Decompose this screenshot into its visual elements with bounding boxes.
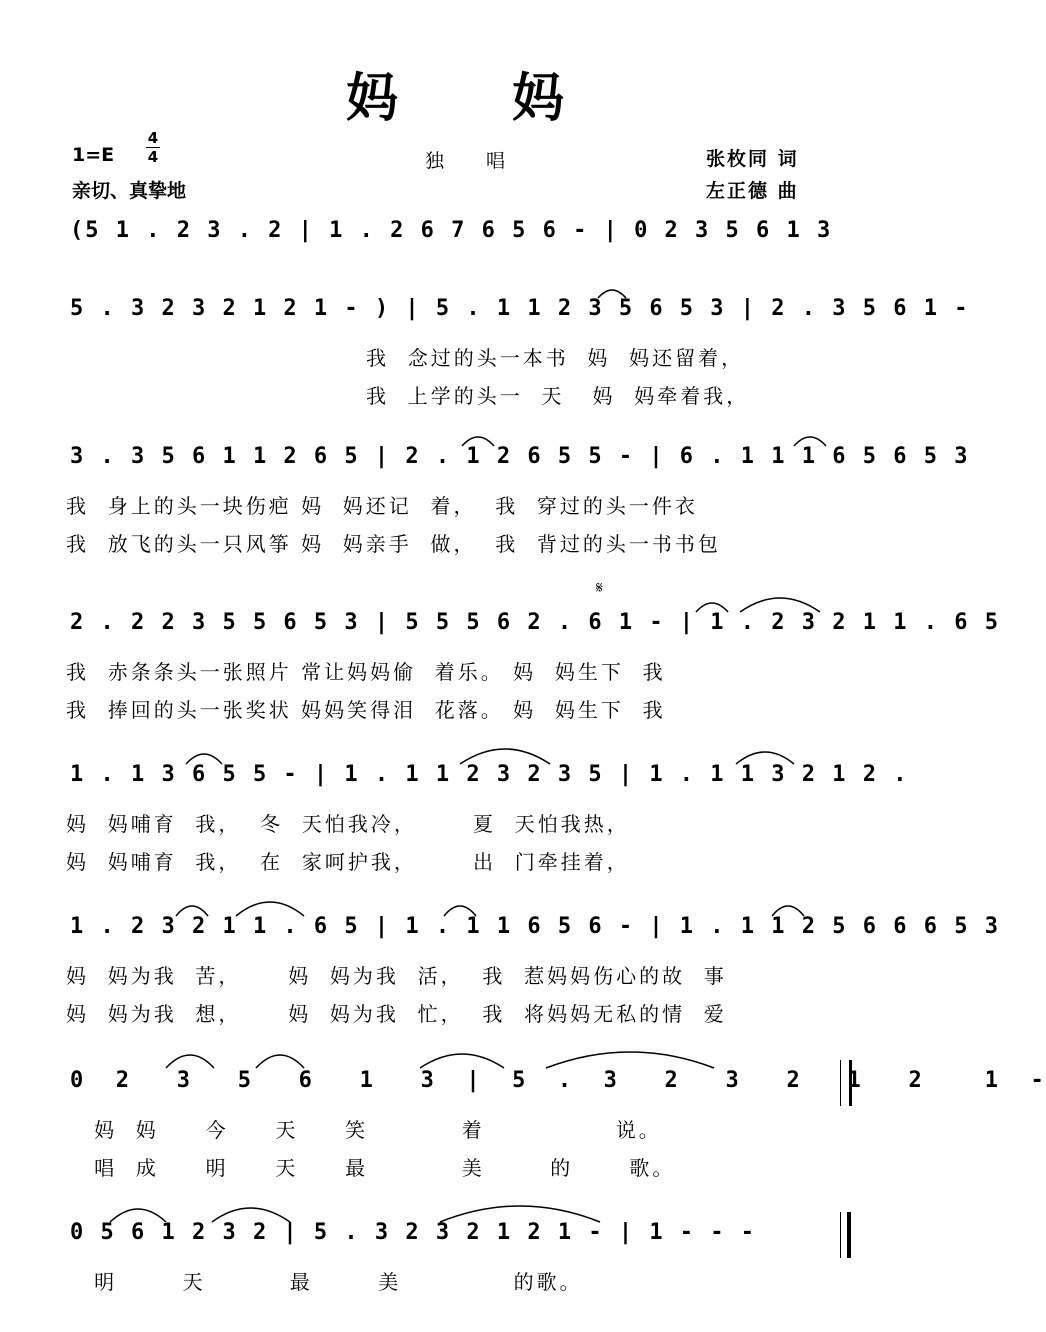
- time-denominator: 4: [147, 148, 159, 166]
- performance-type: 独 唱: [425, 150, 524, 172]
- lyricist-credit: 张枚同 词: [706, 148, 799, 170]
- lyric-3b: 我 放飞的头一只风筝 妈 妈亲手 做， 我 背过的头一书书包: [66, 532, 721, 556]
- lyric-4a: 我 赤条条头一张照片 常让妈妈偷 着乐。 妈 妈生下 我: [66, 660, 666, 684]
- segno-icon: 𝄋: [596, 578, 603, 597]
- tempo-marking: 亲切、真挚地: [72, 180, 187, 202]
- lyric-2a: 我 念过的头一本书 妈 妈还留着，: [366, 346, 745, 370]
- key-signature: 1=E: [72, 144, 115, 166]
- repeat-end-barline: [840, 1060, 852, 1106]
- notation-line-5: 1 . 1 3 6 5 5 - | 1 . 1 1 2 3 2 3 5 | 1 . 1 1 3 2 1 2 .: [70, 762, 909, 787]
- notation-line-4: 2 . 2 2 3 5 5 6 5 3 | 5 5 5 6 2 . 6 1 - | 1 . 2 3 2 1 1 . 6 5: [70, 610, 1000, 635]
- lyric-7b: 唱 成 明 天 最 美 的 歌。: [66, 1156, 676, 1180]
- lyric-3a: 我 身上的头一块伤疤 妈 妈还记 着， 我 穿过的头一件衣: [66, 494, 698, 518]
- time-numerator: 4: [147, 129, 159, 147]
- lyric-4b: 我 捧回的头一张奖状 妈妈笑得泪 花落。 妈 妈生下 我: [66, 698, 666, 722]
- time-signature: [146, 130, 160, 165]
- notation-line-8: 0 5 6 1 2 3 2 | 5 . 3 2 3 2 1 2 1 - | 1 - - -: [70, 1220, 757, 1245]
- notation-line-1: (5 1 . 2 3 . 2 | 1 . 2 6 7 6 5 6 - | 0 2 3 5 6 1 3: [70, 218, 833, 243]
- lyric-5b: 妈 妈哺育 我， 在 家呵护我， 出 门牵挂着，: [66, 850, 630, 874]
- song-title: 妈 妈: [345, 68, 613, 129]
- notation-line-7: 0 2 3 5 6 1 3 | 5 . 3 2 3 2 1 2 1 -: [70, 1068, 1046, 1093]
- lyric-2b: 我 上学的头一 天 妈 妈牵着我，: [366, 384, 750, 408]
- composer-credit: 左正德 曲: [706, 180, 799, 202]
- lyric-8a: 明 天 最 美 的歌。: [66, 1270, 583, 1294]
- lyric-5a: 妈 妈哺育 我， 冬 天怕我冷， 夏 天怕我热，: [66, 812, 630, 836]
- notation-line-3: 3 . 3 5 6 1 1 2 6 5 | 2 . 1 2 6 5 5 - | 6 . 1 1 1 6 5 6 5 3: [70, 444, 970, 469]
- notation-line-6: 1 . 2 3 2 1 1 . 6 5 | 1 . 1 1 6 5 6 - | 1 . 1 1 2 5 6 6 6 5 3: [70, 914, 1000, 939]
- lyric-6b: 妈 妈为我 想， 妈 妈为我 忙， 我 将妈妈无私的情 爱: [66, 1002, 727, 1026]
- notation-line-2: 5 . 3 2 3 2 1 2 1 - ) | 5 . 1 1 2 3 5 6 5 3 | 2 . 3 5 6 1 -: [70, 296, 970, 321]
- lyric-6a: 妈 妈为我 苦， 妈 妈为我 活， 我 惹妈妈伤心的故 事: [66, 964, 727, 988]
- lyric-7a: 妈 妈 今 天 笑 着 说。: [66, 1118, 662, 1142]
- final-barline: [840, 1212, 851, 1258]
